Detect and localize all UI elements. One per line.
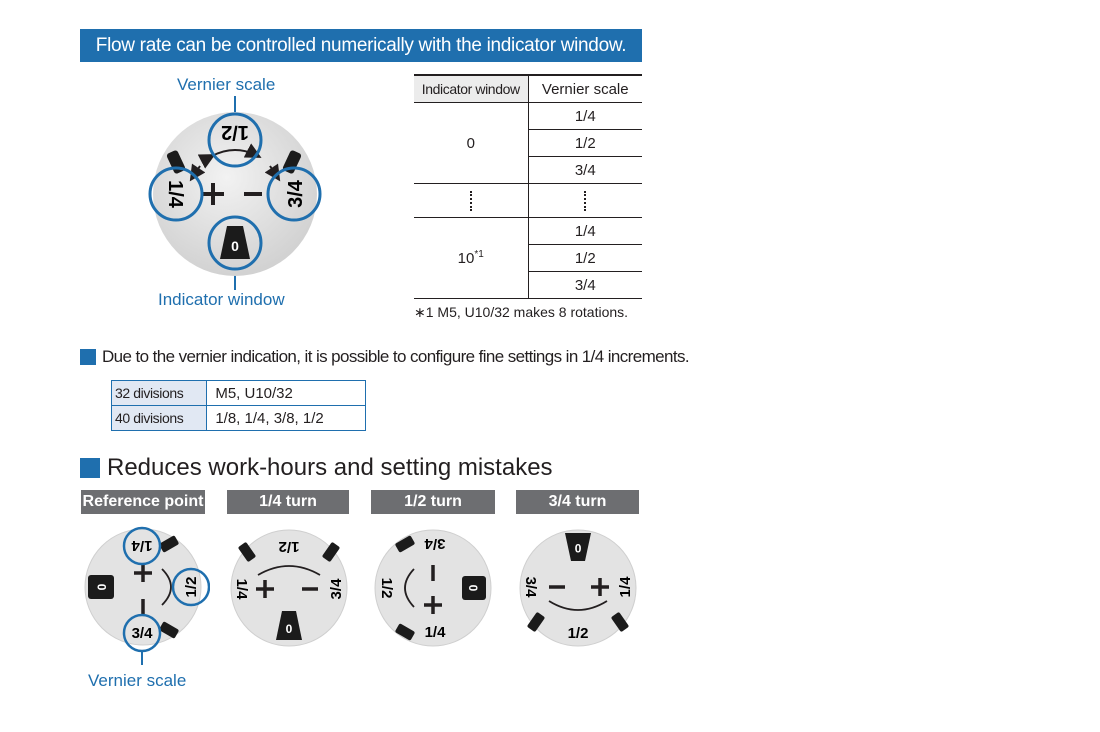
scale-value: 1/4 [528, 103, 642, 130]
section-banner: Flow rate can be controlled numerically with the indicator window. [80, 29, 642, 62]
scale-value: 1/2 [528, 130, 642, 157]
knob-zero-label: 0 [95, 583, 109, 591]
footnote-mark: *1 [474, 249, 484, 260]
knob-half-label: 1/2 [378, 577, 395, 599]
scale-value: 1/4 [528, 218, 642, 245]
knob-reference [80, 525, 210, 665]
divisions-cell: 32 divisions [112, 381, 207, 406]
scale-value: 3/4 [528, 157, 642, 184]
col-header-scale: Vernier scale [528, 75, 642, 103]
section2-title: Due to the vernier indication, it is possible to configure fine settings in 1/4 increments. [102, 347, 690, 366]
knob-three-quarter-turn [515, 525, 641, 651]
ellipsis-cell [528, 184, 642, 218]
knob-quarter-label: 1/4 [617, 576, 634, 598]
knob-half-label: 1/2 [278, 538, 300, 555]
vernier-scale-label-bottom: Vernier scale [88, 671, 187, 690]
scale-value: 3/4 [528, 272, 642, 299]
knob-half-label: 1/2 [567, 625, 589, 642]
sizes-cell: 1/8, 1/4, 3/8, 1/2 [207, 406, 366, 431]
knob-bottom-label: 0 [231, 238, 239, 254]
turn-label-quarter: 1/4 turn [227, 490, 349, 514]
sizes-cell: M5, U10/32 [207, 381, 366, 406]
indicator-table [414, 74, 642, 299]
knob-three-quarter-label: 3/4 [424, 535, 446, 552]
divisions-cell: 40 divisions [112, 406, 207, 431]
knob-diagram [140, 96, 330, 290]
table-footnote: ∗1 M5, U10/32 makes 8 rotations. [414, 304, 629, 320]
scale-value: 1/2 [528, 245, 642, 272]
knob-quarter-turn [226, 525, 352, 651]
knob-three-quarter-label: 3/4 [328, 578, 345, 600]
indicator-window-label: Indicator window [158, 290, 285, 309]
knob-quarter-label: 1/4 [233, 578, 250, 600]
knob-three-quarter-label: 3/4 [131, 625, 153, 642]
square-bullet-icon [80, 349, 96, 365]
turn-label-half: 1/2 turn [371, 490, 495, 514]
turn-label-reference: Reference point [81, 490, 205, 514]
knob-right-label: 3/4 [285, 180, 307, 208]
vernier-scale-label: Vernier scale [177, 75, 276, 94]
knob-zero-label: 0 [466, 584, 480, 592]
section2-heading [80, 347, 689, 367]
knob-zero-label: 0 [574, 541, 582, 555]
knob-zero-label: 0 [285, 622, 293, 636]
section3-title: Reduces work-hours and setting mistakes [107, 454, 553, 481]
divisions-table [111, 380, 366, 431]
square-bullet-icon [80, 458, 100, 478]
knob-half-label: 1/2 [183, 576, 200, 598]
knob-three-quarter-label: 3/4 [522, 576, 539, 598]
knob-half-turn [370, 525, 496, 651]
ellipsis-cell [414, 184, 528, 218]
knob-quarter-label: 1/4 [424, 624, 446, 641]
knob-left-label: 1/4 [164, 180, 186, 208]
window-value-10: 10$^{*1}$ [414, 218, 528, 299]
window-value-0: 0 [414, 103, 528, 184]
col-header-window: Indicator window [414, 75, 528, 103]
knob-top-label: 1/2 [221, 121, 249, 143]
turn-label-three-quarter: 3/4 turn [516, 490, 639, 514]
section3-heading [80, 454, 553, 482]
knob-quarter-label: 1/4 [131, 537, 153, 554]
